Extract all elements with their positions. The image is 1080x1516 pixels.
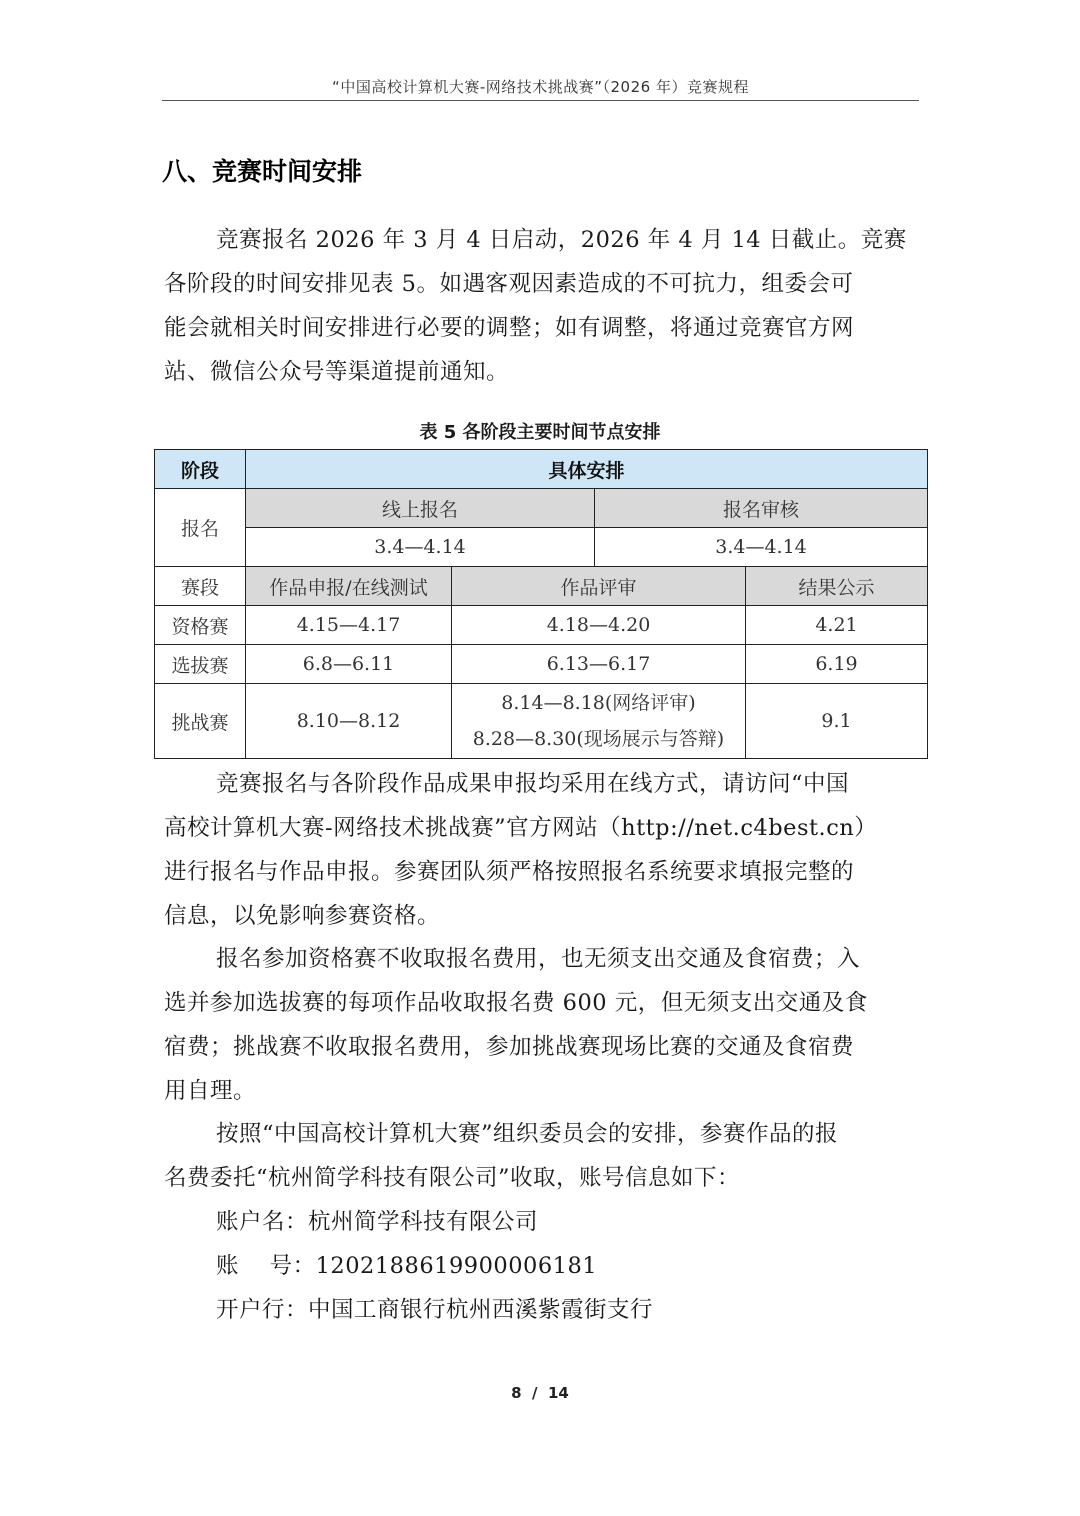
- entrust-line-2: 名费委托“杭州简学科技有限公司”收取，账号信息如下：: [164, 1165, 741, 1191]
- running-header: “中国高校计算机大赛-网络技术挑战赛”（2026 年）竞赛规程: [332, 78, 749, 96]
- seg-label: 赛段: [155, 567, 246, 606]
- entrust-paragraph: [164, 1112, 920, 1200]
- stage-review: 6.13—6.17: [452, 645, 746, 684]
- stage-review: 4.18—4.20: [452, 606, 746, 645]
- online-line-2: 高校计算机大赛-网络技术挑战赛”官方网站（http://net.c4best.cn）: [164, 815, 878, 841]
- fee-line-3: 宿费；挑战赛不收取报名费用，参加挑战赛现场比赛的交通及食宿费: [164, 1034, 855, 1060]
- stage-submit: 8.10—8.12: [246, 684, 452, 759]
- stage-result: 4.21: [746, 606, 928, 645]
- stage-submit: 4.15—4.17: [246, 606, 452, 645]
- intro-line-4: 站、微信公众号等渠道提前通知。: [164, 359, 510, 385]
- stage-review: [452, 684, 746, 759]
- seg-col3-header: 结果公示: [746, 567, 928, 606]
- account-number: 账 号：1202188619900006181: [216, 1253, 598, 1279]
- reg-online-date: 3.4—4.14: [246, 528, 595, 567]
- reg-online-header: 线上报名: [246, 489, 595, 528]
- stage-name: 选拔赛: [155, 645, 246, 684]
- intro-line-3: 能会就相关时间安排进行必要的调整；如有调整，将通过竞赛官方网: [164, 315, 855, 341]
- header-detail: 具体安排: [246, 450, 928, 489]
- reg-review-date: 3.4—4.14: [595, 528, 928, 567]
- table-row: [155, 606, 928, 645]
- fee-line-4: 用自理。: [164, 1078, 257, 1104]
- account-bank: 开户行：中国工商银行杭州西溪紫霞街支行: [216, 1297, 654, 1323]
- seg-col1-header: 作品申报/在线测试: [246, 567, 452, 606]
- intro-line-1: 竞赛报名 2026 年 3 月 4 日启动，2026 年 4 月 14 日截止。竞赛: [216, 227, 907, 253]
- intro-paragraph: [164, 218, 920, 394]
- section-title: 八、竞赛时间安排: [162, 157, 363, 186]
- header-stage: 阶段: [155, 450, 246, 489]
- stage-review-online: 8.14—8.18(网络评审): [501, 692, 696, 714]
- online-line-4: 信息，以免影响参赛资格。: [164, 903, 441, 929]
- stage-name: 资格赛: [155, 606, 246, 645]
- seg-col2-header: 作品评审: [452, 567, 746, 606]
- fee-line-1: 报名参加资格赛不收取报名费用，也无须支出交通及食宿费；入: [216, 946, 861, 972]
- stage-review-onsite: 8.28—8.30(现场展示与答辩): [472, 728, 725, 750]
- stage-submit: 6.8—6.11: [246, 645, 452, 684]
- schedule-table: [154, 449, 928, 759]
- table-header-row: [155, 450, 928, 489]
- table-row: [155, 489, 928, 528]
- stage-result: 9.1: [746, 684, 928, 759]
- online-line-3: 进行报名与作品申报。参赛团队须严格按照报名系统要求填报完整的: [164, 859, 855, 885]
- table-row: [155, 528, 928, 567]
- entrust-line-1: 按照“中国高校计算机大赛”组织委员会的安排，参赛作品的报: [216, 1121, 839, 1147]
- table-caption: 表 5 各阶段主要时间节点安排: [419, 422, 661, 443]
- stage-name: 挑战赛: [155, 684, 246, 759]
- table-row: [155, 567, 928, 606]
- fee-paragraph: [164, 937, 920, 1113]
- online-paragraph: [164, 762, 920, 938]
- fee-line-2: 选并参加选拔赛的每项作品收取报名费 600 元，但无须支出交通及食: [164, 990, 868, 1016]
- table-row: [155, 684, 928, 759]
- header-divider: [162, 100, 919, 101]
- intro-line-2: 各阶段的时间安排见表 5。如遇客观因素造成的不可抗力，组委会可: [164, 271, 854, 297]
- reg-label: 报名: [155, 489, 246, 567]
- reg-review-header: 报名审核: [595, 489, 928, 528]
- page-number: 8 / 14: [511, 1384, 569, 1402]
- online-line-1: 竞赛报名与各阶段作品成果申报均采用在线方式，请访问“中国: [216, 771, 850, 797]
- table-row: [155, 645, 928, 684]
- stage-result: 6.19: [746, 645, 928, 684]
- account-name: 账户名：杭州简学科技有限公司: [216, 1209, 539, 1235]
